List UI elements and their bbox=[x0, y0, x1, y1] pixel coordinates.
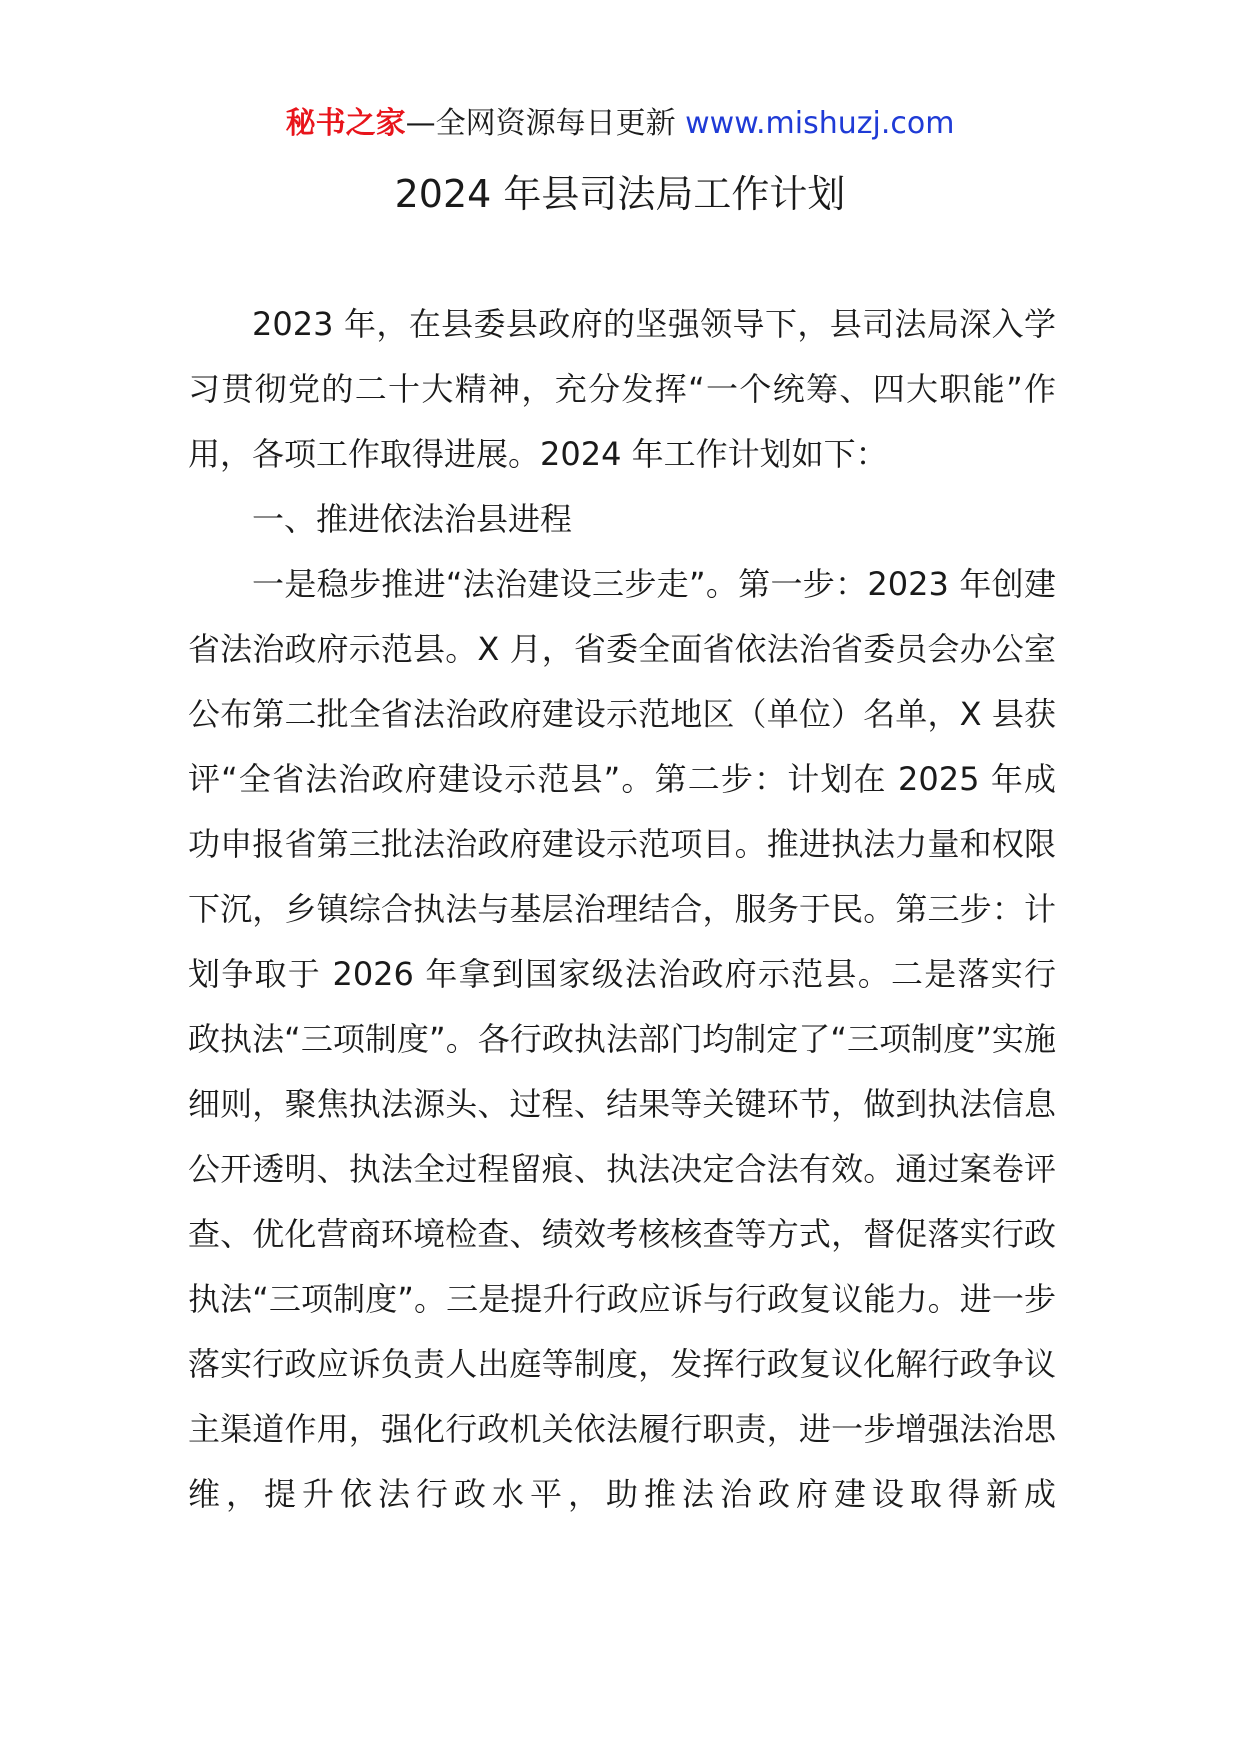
header-tagline: —全网资源每日更新 bbox=[405, 106, 686, 141]
header-url: www.mishuzj.com bbox=[685, 106, 955, 141]
watermark-header bbox=[0, 100, 1240, 148]
brand-name: 秘书之家 bbox=[285, 106, 406, 141]
document-title: 2024 年县司法局工作计划 bbox=[394, 172, 846, 216]
intro-paragraph: 2023 年，在县委县政府的坚强领导下，县司法局深入学习贯彻党的二十大精神，充分发挥“一个统筹、四大职能”作用，各项工作取得进展。2024 年工作计划如下： bbox=[188, 305, 1056, 473]
section-paragraph: 一是稳步推进“法治建设三步走”。第一步：2023 年创建省法治政府示范县。X 月，省委全面省依法治省委员会办公室公布第二批全省法治政府建设示范地区（单位）名单，X 县获评“全省法治政府建设示范县”。第二步：计划在 2025 年成功申报省第三批法治政府建设示范项目。推进执法力量和权限下沉，乡镇综合执法与基层治理结合，服务于民。第三步：计划争取于 2026 年拿到国家级法治政府示范县。二是落实行政执法“三项制度”。各行政执法部门均制定了“三项制度”实施细则，聚焦执法源头、过程、结果等关键环节，做到执法信息公开透明、执法全过程留痕、执法决定合法有效。通过案卷评查、优化营商环境检查、绩效考核核查等方式，督促落实行政执法“三项制度”。三是提升行政应诉与行政复议能力。进一步落实行政应诉负责人出庭等制度，发挥行政复议化解行政争议主渠道作用，强化行政机关依法履行职责，进一步增强法治思维，提升依法行政水平，助推法治政府建设取得新成 bbox=[188, 565, 1056, 1513]
section-heading: 一、推进依法治县进程 bbox=[252, 500, 573, 538]
document-body bbox=[188, 292, 1056, 1527]
